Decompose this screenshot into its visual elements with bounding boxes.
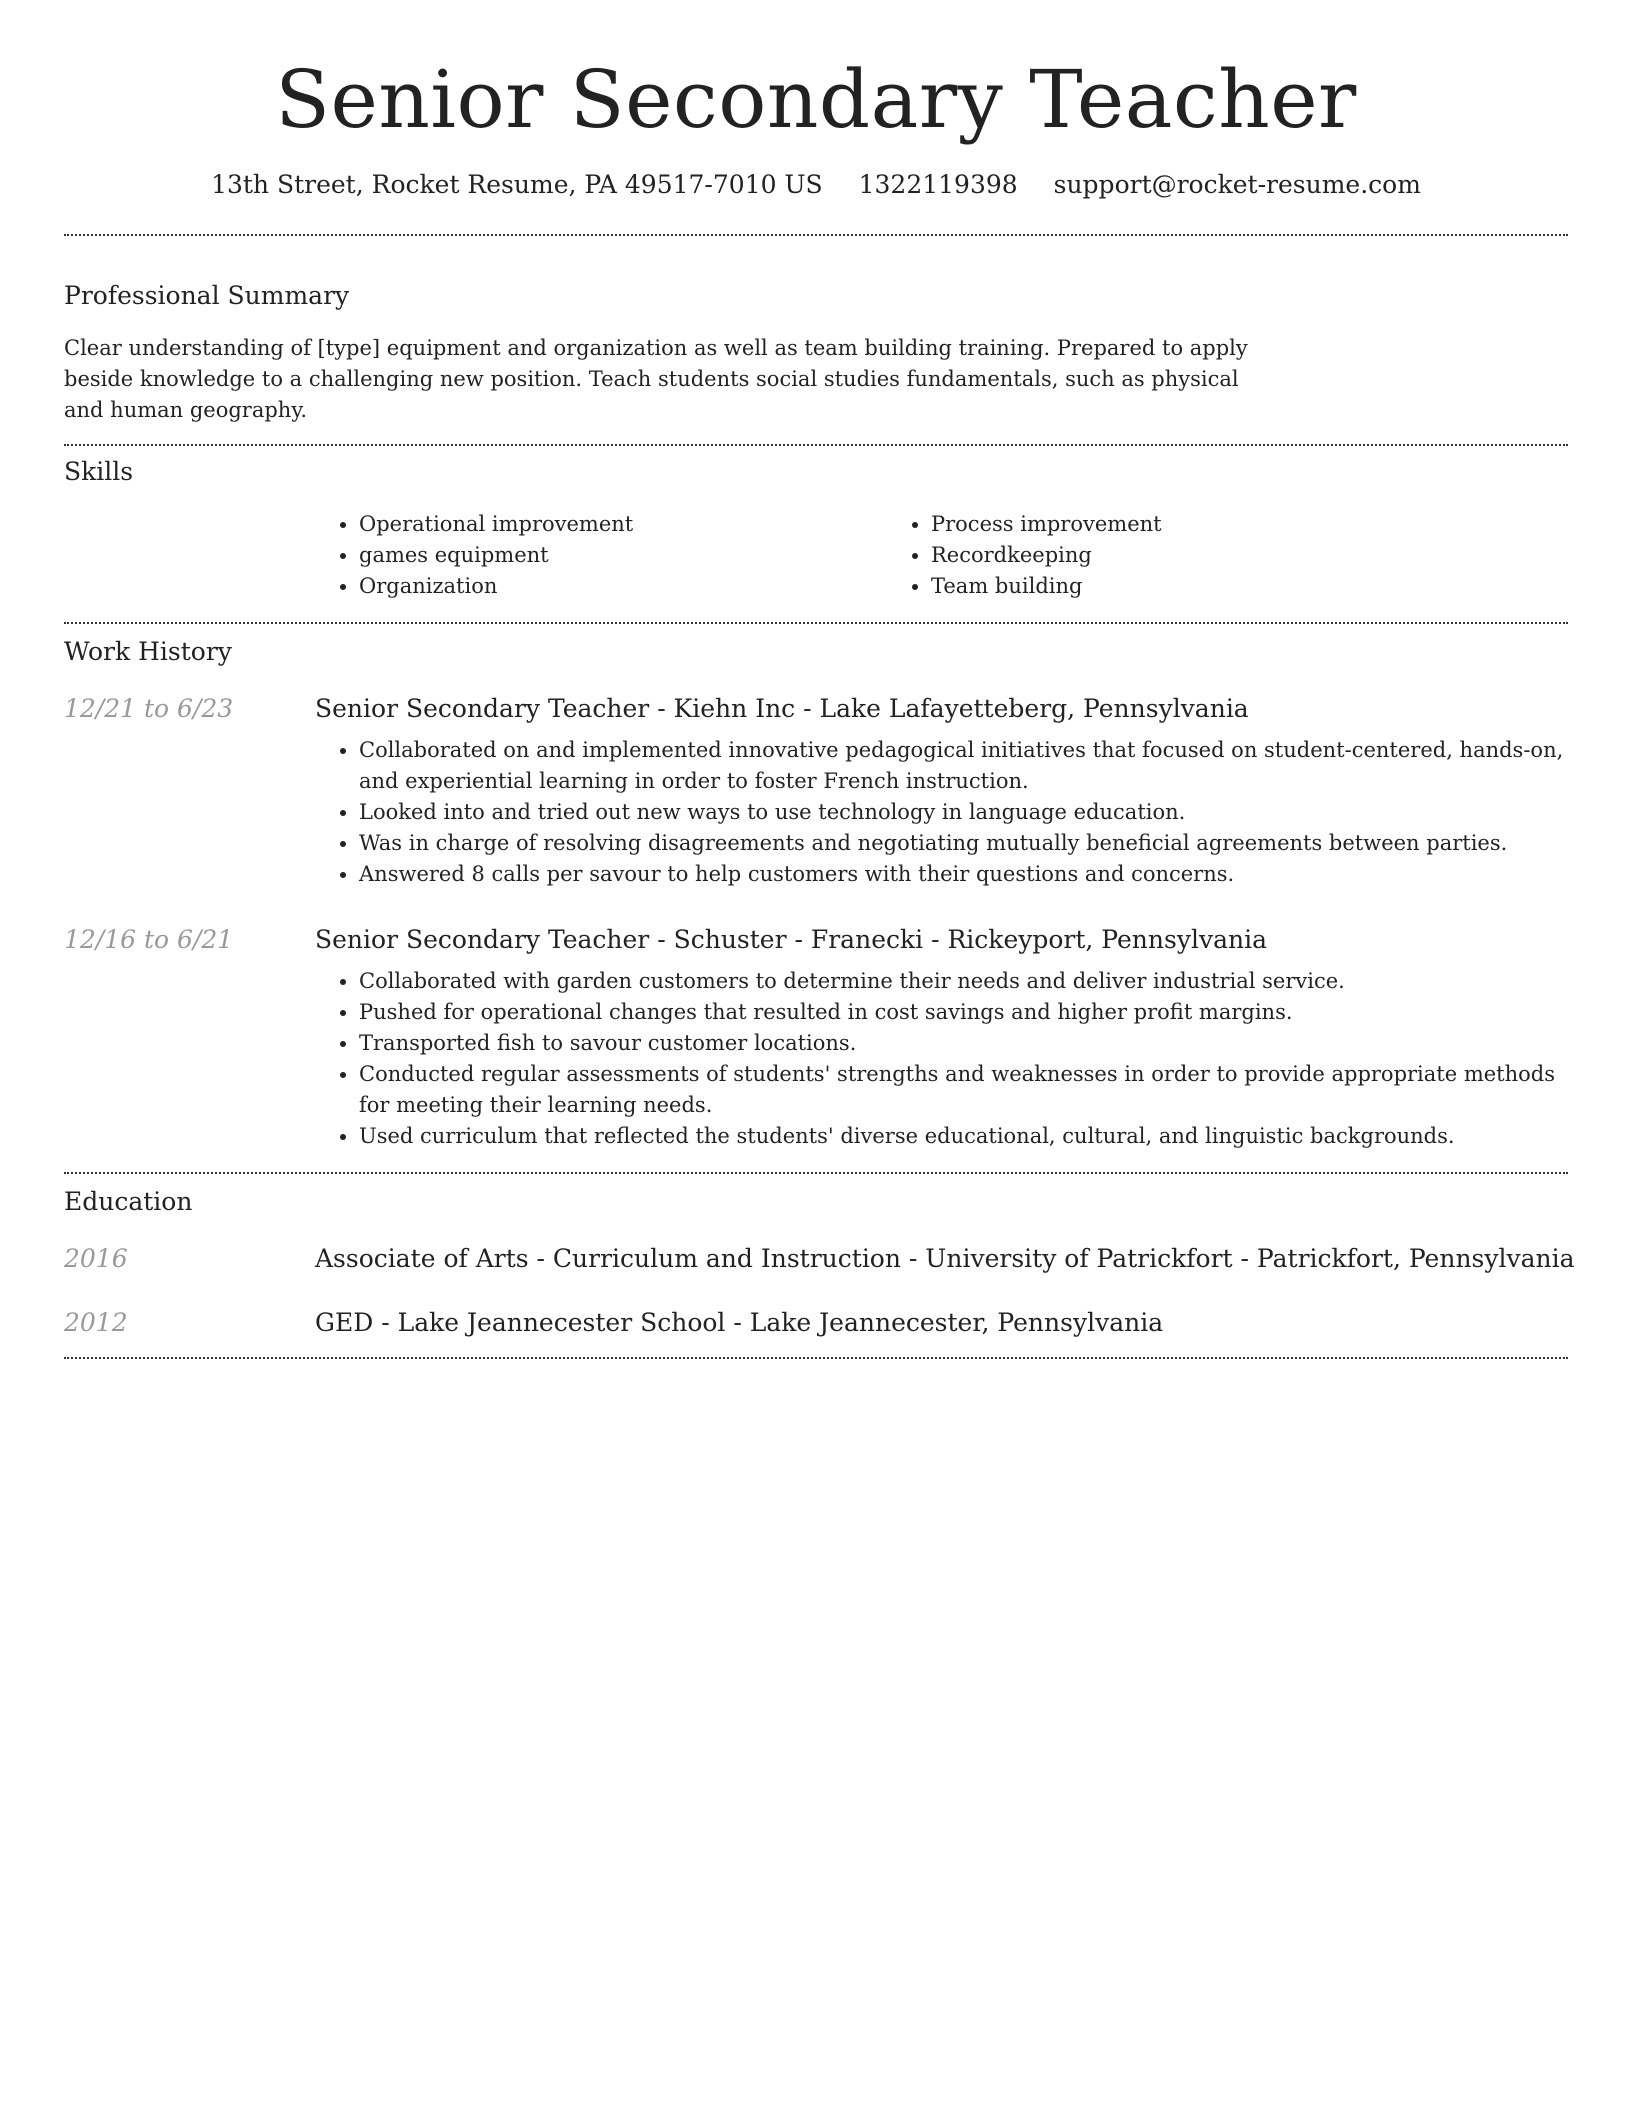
job-bullets [315,966,1568,1152]
skill-item: • Organization [359,571,887,602]
education-entry [64,1308,1568,1337]
skill-item: • Operational improvement [359,509,887,540]
education-entry [64,1244,1575,1273]
job-dates: 12/16 to 6/21 [64,925,234,954]
education-year: 2012 [64,1308,128,1337]
job-bullet: • Answered 8 calls per savour to help customers with their questions and concerns. [359,859,1568,890]
contact-phone: 1322119398 [858,170,1018,199]
job-bullet: • Pushed for operational changes that resulted in cost savings and higher profit margins. [359,997,1568,1028]
job-header [64,925,1568,954]
divider [64,1357,1568,1359]
job-entry [64,925,1568,1152]
candidate-name: Senior Secondary Teacher [275,53,1357,146]
resume-page [64,0,1575,1359]
job-bullets [315,735,1568,890]
skill-item: • games equipment [359,540,887,571]
job-bullet: • Was in charge of resolving disagreements and negotiating mutually beneficial agreements between parties. [359,828,1568,859]
summary-heading: Professional Summary [64,281,350,310]
work-heading: Work History [64,637,232,666]
job-header [64,694,1568,723]
divider [64,234,1568,236]
skill-item: • Team building [931,571,1459,602]
summary-text: Clear understanding of [type] equipment and organization as well as team building training. Prepared to apply beside knowledge to a challenging new position. Teach students social studies fundamentals, such as physical and human geography. [64,336,1248,422]
contact-email: support@rocket-resume.com [1053,170,1421,199]
education-heading: Education [64,1187,193,1216]
divider [64,622,1568,624]
education-text: Associate of Arts - Curriculum and Instruction - University of Patrickfort - Patrickfort, Pennsylvania [315,1244,1575,1273]
job-title: Senior Secondary Teacher - Schuster - Franecki - Rickeyport, Pennsylvania [315,925,1267,954]
contact-address: 13th Street, Rocket Resume, PA 49517-7010 US [211,170,823,199]
education-text: GED - Lake Jeannecester School - Lake Jeannecester, Pennsylvania [315,1308,1164,1337]
contact-line [64,170,1568,199]
skills-list-left [315,509,887,602]
job-title: Senior Secondary Teacher - Kiehn Inc - Lake Lafayetteberg, Pennsylvania [315,694,1249,723]
job-bullet: • Looked into and tried out new ways to use technology in language education. [359,797,1568,828]
job-bullet: • Collaborated with garden customers to determine their needs and deliver industrial service. [359,966,1568,997]
job-dates: 12/21 to 6/23 [64,694,234,723]
skill-item: • Recordkeeping [931,540,1459,571]
job-bullet: • Conducted regular assessments of students' strengths and weaknesses in order to provide appropriate methods for meeting their learning needs. [359,1059,1568,1121]
skill-item: • Process improvement [931,509,1459,540]
skills-list-right [887,509,1459,602]
divider [64,1172,1568,1174]
skills-grid [315,509,1568,602]
divider [64,444,1568,446]
job-bullet: • Used curriculum that reflected the students' diverse educational, cultural, and linguistic backgrounds. [359,1121,1568,1152]
skills-heading: Skills [64,457,134,486]
education-year: 2016 [64,1244,128,1273]
job-bullet: • Collaborated on and implemented innovative pedagogical initiatives that focused on student-centered, hands-on, and experiential learning in order to foster French instruction. [359,735,1568,797]
job-bullet: • Transported fish to savour customer locations. [359,1028,1568,1059]
job-entry [64,694,1568,890]
